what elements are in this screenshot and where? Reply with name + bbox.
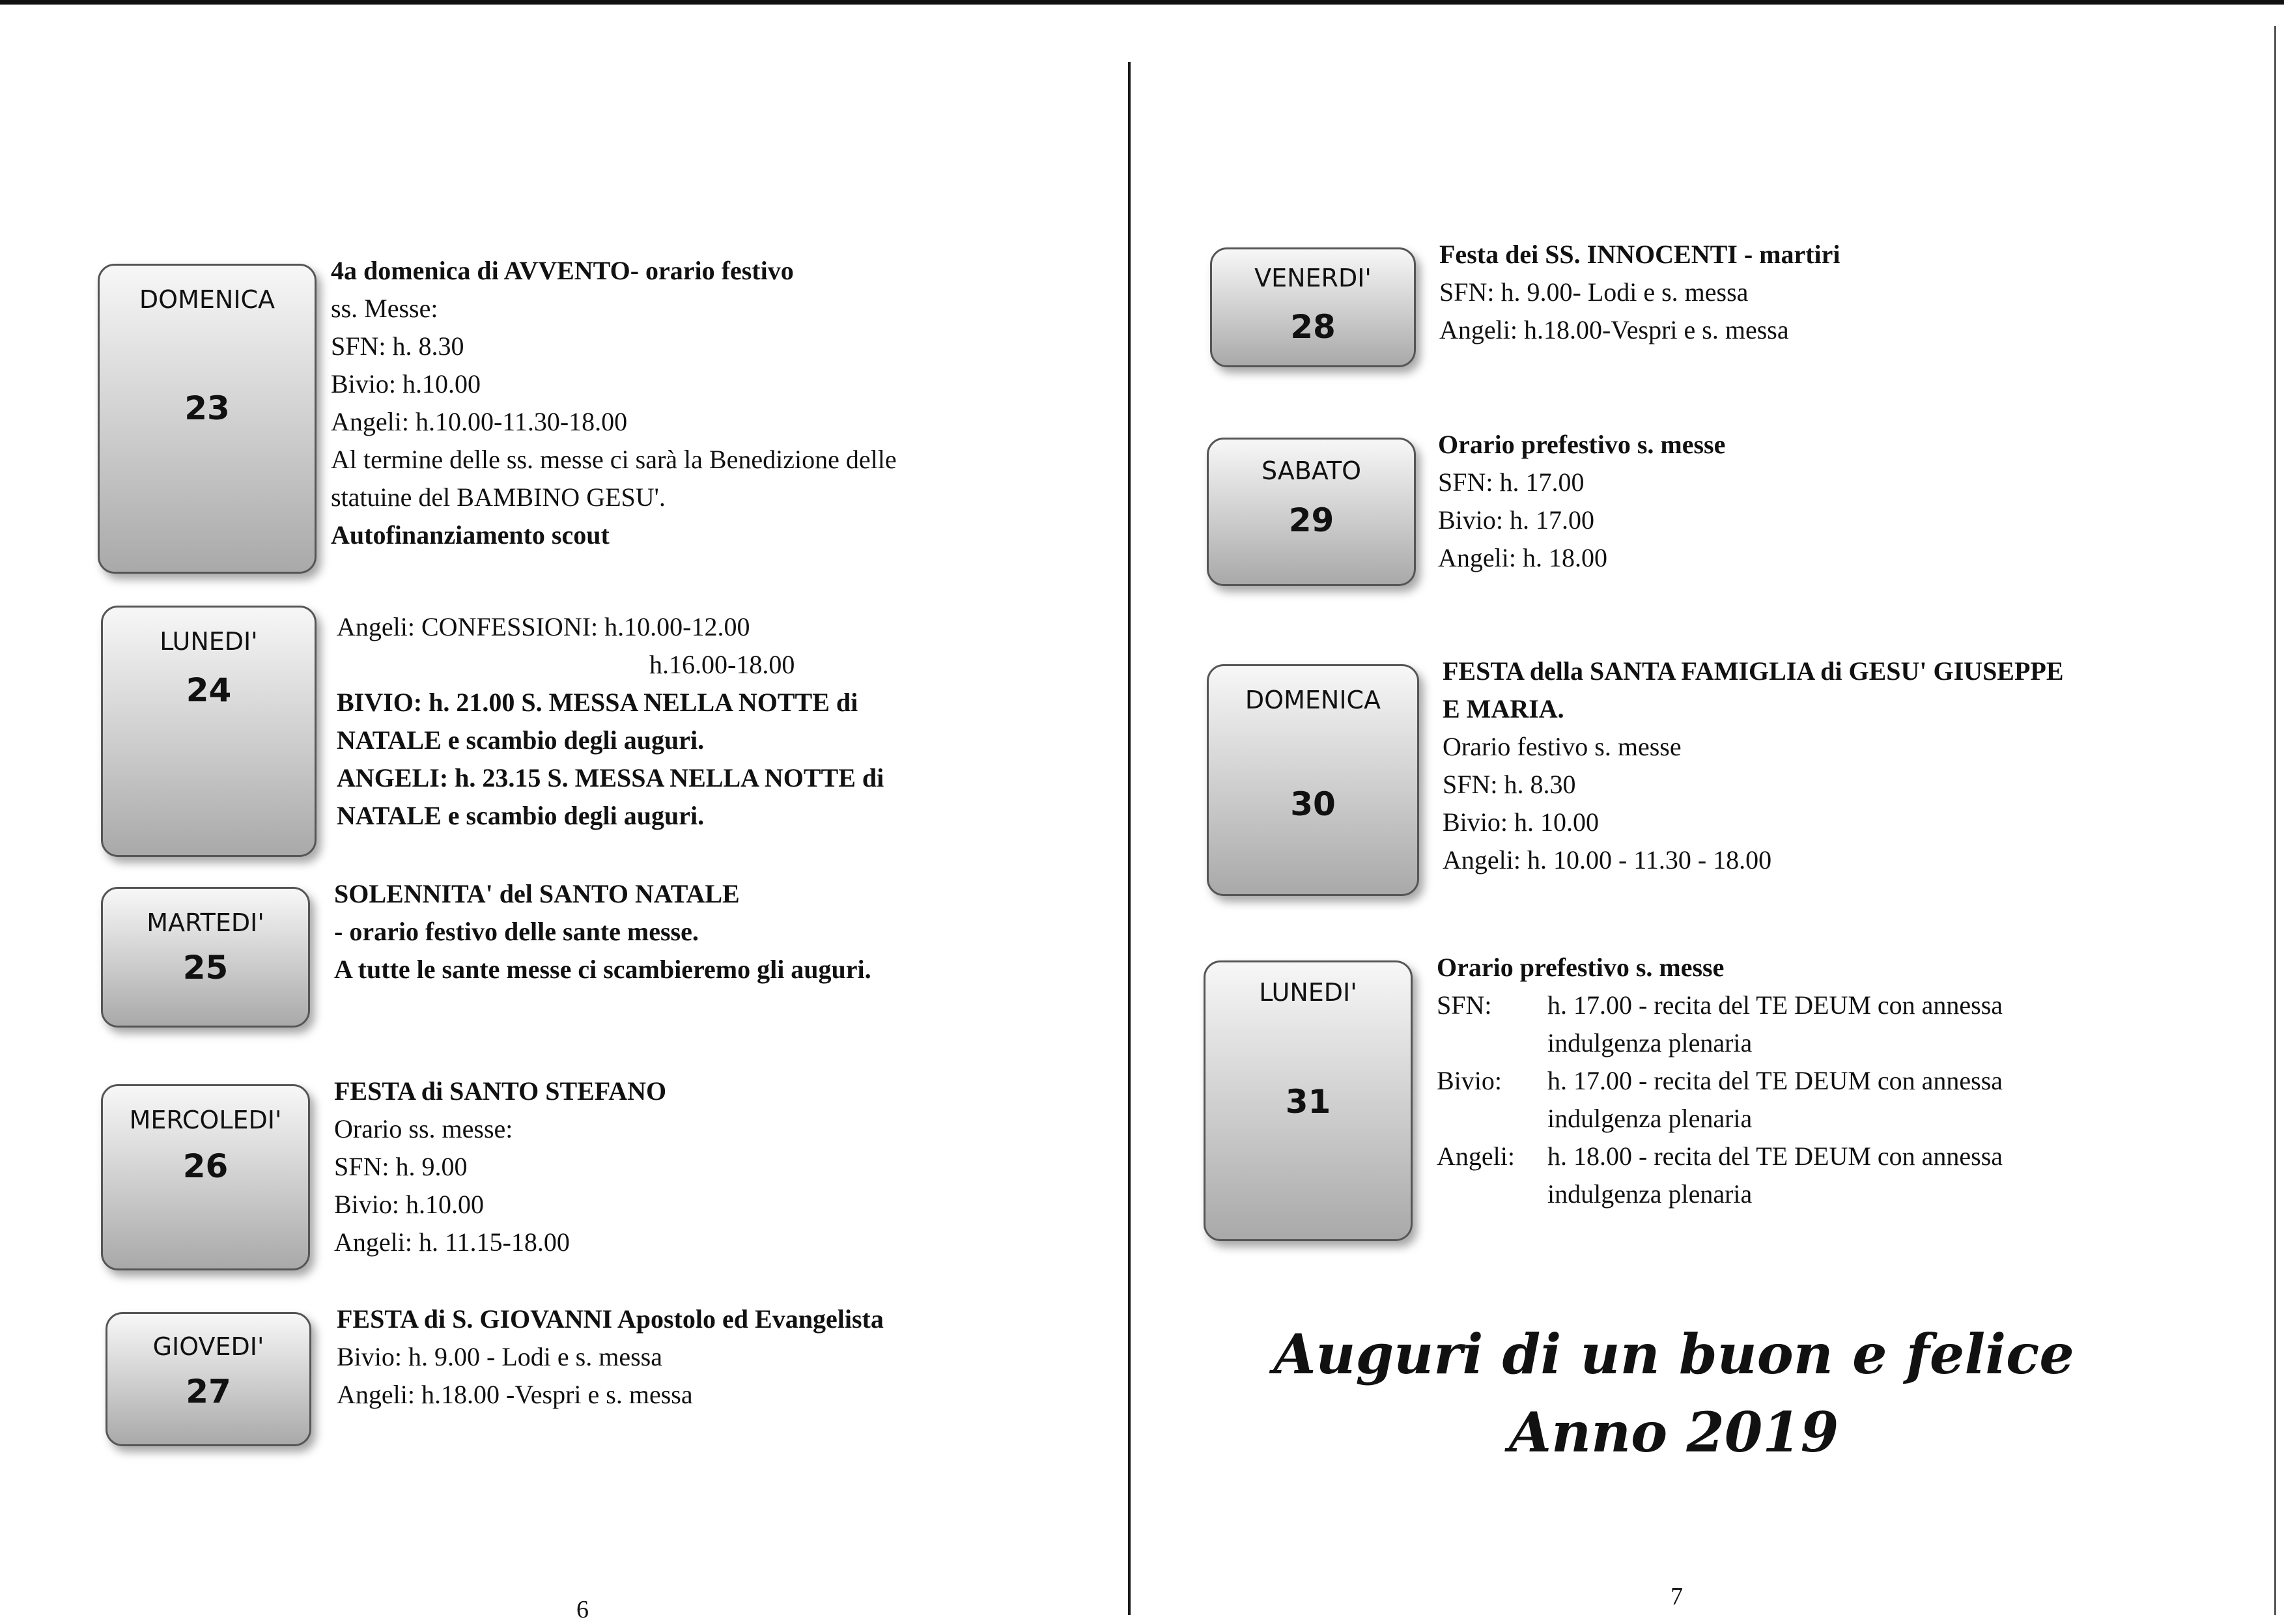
entry-line: ss. Messe: xyxy=(331,294,438,323)
row-text: h. 17.00 - recita del TE DEUM con annessa xyxy=(1547,1066,2003,1095)
row-text-continued: indulgenza plenaria xyxy=(1547,1028,1753,1057)
entry-line: Bivio: h.10.00 xyxy=(331,369,481,399)
entry-line: Angeli: h.18.00-Vespri e s. messa xyxy=(1439,315,1789,344)
day-box xyxy=(101,606,317,857)
entry-line: Bivio: h. 10.00 xyxy=(1443,807,1600,837)
entry-line: Angeli: h.10.00-11.30-18.00 xyxy=(331,407,628,436)
entry-row-continued xyxy=(1437,1024,2003,1062)
entry-line: SFN: h. 8.30 xyxy=(331,331,464,361)
entry-line: Orario festivo s. messe xyxy=(1443,732,1682,761)
day-number: 28 xyxy=(1290,308,1336,346)
entry-title: Festa dei SS. INNOCENTI - martiri xyxy=(1439,240,1840,269)
entry-line-continued: h.16.00-18.00 xyxy=(649,650,795,679)
day-number: 31 xyxy=(1285,1083,1331,1121)
entry-title: FESTA di S. GIOVANNI Apostolo ed Evangelista xyxy=(337,1304,884,1334)
row-text-continued: indulgenza plenaria xyxy=(1547,1104,1753,1133)
day-number: 30 xyxy=(1290,785,1336,823)
entry-row xyxy=(1437,987,2003,1024)
day-number: 24 xyxy=(186,671,232,709)
day-box xyxy=(101,1084,310,1270)
scan-right-edge xyxy=(2274,26,2276,1615)
day-name: MARTEDI' xyxy=(147,908,264,937)
entry-title: SOLENNITA' del SANTO NATALE xyxy=(334,879,740,908)
entry-text xyxy=(1437,949,2003,1213)
entry-line: - orario festivo delle sante messe. xyxy=(334,917,699,946)
entry-row-continued xyxy=(1437,1175,2003,1213)
entry-line: statuine del BAMBINO GESU'. xyxy=(331,483,666,512)
day-box xyxy=(98,264,317,574)
day-box xyxy=(1207,438,1416,586)
entry-title: 4a domenica di AVVENTO- orario festivo xyxy=(331,256,794,285)
day-box xyxy=(1204,960,1413,1241)
entry-line: Angeli: h. 11.15-18.00 xyxy=(334,1227,570,1257)
entry-line: SFN: h. 9.00- Lodi e s. messa xyxy=(1439,277,1749,307)
place-label: Bivio: xyxy=(1437,1066,1502,1095)
entry-text xyxy=(331,252,897,554)
entry-line: BIVIO: h. 21.00 S. MESSA NELLA NOTTE di xyxy=(337,688,858,717)
entry-line: Angeli: h.18.00 -Vespri e s. messa xyxy=(337,1380,693,1409)
entry-line: NATALE e scambio degli auguri. xyxy=(337,801,705,830)
entry-line: SFN: h. 17.00 xyxy=(1438,468,1585,497)
entry-line: Bivio: h. 9.00 - Lodi e s. messa xyxy=(337,1342,662,1371)
place-label: SFN: xyxy=(1437,990,1492,1020)
page-number-left: 6 xyxy=(576,1596,589,1623)
day-box xyxy=(1210,247,1416,367)
scan-top-border xyxy=(0,0,2284,5)
entry-line: SFN: h. 8.30 xyxy=(1443,770,1576,799)
entry-line: Orario ss. messe: xyxy=(334,1114,513,1143)
day-number: 27 xyxy=(186,1373,231,1410)
day-name: DOMENICA xyxy=(1245,686,1381,714)
entry-line: Bivio: h. 17.00 xyxy=(1438,505,1595,535)
row-text: h. 18.00 - recita del TE DEUM con annessa xyxy=(1547,1141,2003,1171)
new-year-greeting xyxy=(1192,1315,2156,1472)
day-box xyxy=(106,1312,311,1446)
entry-row xyxy=(1437,1138,2003,1175)
entry-title: FESTA di SANTO STEFANO xyxy=(334,1076,667,1106)
entry-line xyxy=(337,646,884,684)
entry-text xyxy=(334,1072,666,1261)
day-name: VENERDI' xyxy=(1254,264,1372,292)
entry-line: Angeli: h. 10.00 - 11.30 - 18.00 xyxy=(1443,845,1772,875)
entry-text xyxy=(334,875,871,988)
entry-text xyxy=(337,608,884,835)
entry-row xyxy=(1437,1062,2003,1100)
entry-text xyxy=(1439,236,1840,349)
entry-title-continued: E MARIA. xyxy=(1443,694,1564,723)
entry-title: FESTA della SANTA FAMIGLIA di GESU' GIUSEPPE xyxy=(1443,656,2064,686)
day-name: DOMENICA xyxy=(139,285,275,314)
page-fold-line xyxy=(1128,62,1131,1615)
entry-line: ANGELI: h. 23.15 S. MESSA NELLA NOTTE di xyxy=(337,763,884,792)
place-label: Angeli: xyxy=(1437,1141,1515,1171)
day-box xyxy=(101,887,310,1028)
day-name: LUNEDI' xyxy=(160,627,258,656)
row-text-continued: indulgenza plenaria xyxy=(1547,1179,1753,1209)
day-number: 26 xyxy=(182,1147,229,1185)
entry-line: Bivio: h.10.00 xyxy=(334,1190,485,1219)
day-number: 29 xyxy=(1288,501,1334,539)
day-name: LUNEDI' xyxy=(1259,978,1357,1007)
entry-line: Al termine delle ss. messe ci sarà la Benedizione delle xyxy=(331,445,897,474)
row-text: h. 17.00 - recita del TE DEUM con annessa xyxy=(1547,990,2003,1020)
day-name: GIOVEDI' xyxy=(152,1332,264,1361)
greeting-line-2: Anno 2019 xyxy=(1508,1400,1839,1464)
entry-line: A tutte le sante messe ci scambieremo gli auguri. xyxy=(334,955,871,984)
day-name: MERCOLEDI' xyxy=(129,1106,282,1134)
day-number: 25 xyxy=(182,949,229,987)
entry-title: Orario prefestivo s. messe xyxy=(1438,430,1726,459)
entry-text xyxy=(1438,426,1725,577)
entry-line: SFN: h. 9.00 xyxy=(334,1152,468,1181)
day-number: 23 xyxy=(184,389,230,427)
entry-title: Orario prefestivo s. messe xyxy=(1437,953,1725,982)
entry-line: Angeli: CONFESSIONI: h.10.00-12.00 xyxy=(337,612,750,641)
entry-line: Angeli: h. 18.00 xyxy=(1438,543,1607,572)
entry-text xyxy=(1443,652,2064,879)
entry-line: Autofinanziamento scout xyxy=(331,520,610,550)
day-name: SABATO xyxy=(1261,456,1362,485)
entry-text xyxy=(337,1300,884,1414)
page-number-right: 7 xyxy=(1671,1583,1683,1610)
day-box xyxy=(1207,664,1419,896)
entry-line: NATALE e scambio degli auguri. xyxy=(337,725,705,755)
entry-row-continued xyxy=(1437,1100,2003,1138)
greeting-line-1: Auguri di un buon e felice xyxy=(1273,1322,2074,1386)
